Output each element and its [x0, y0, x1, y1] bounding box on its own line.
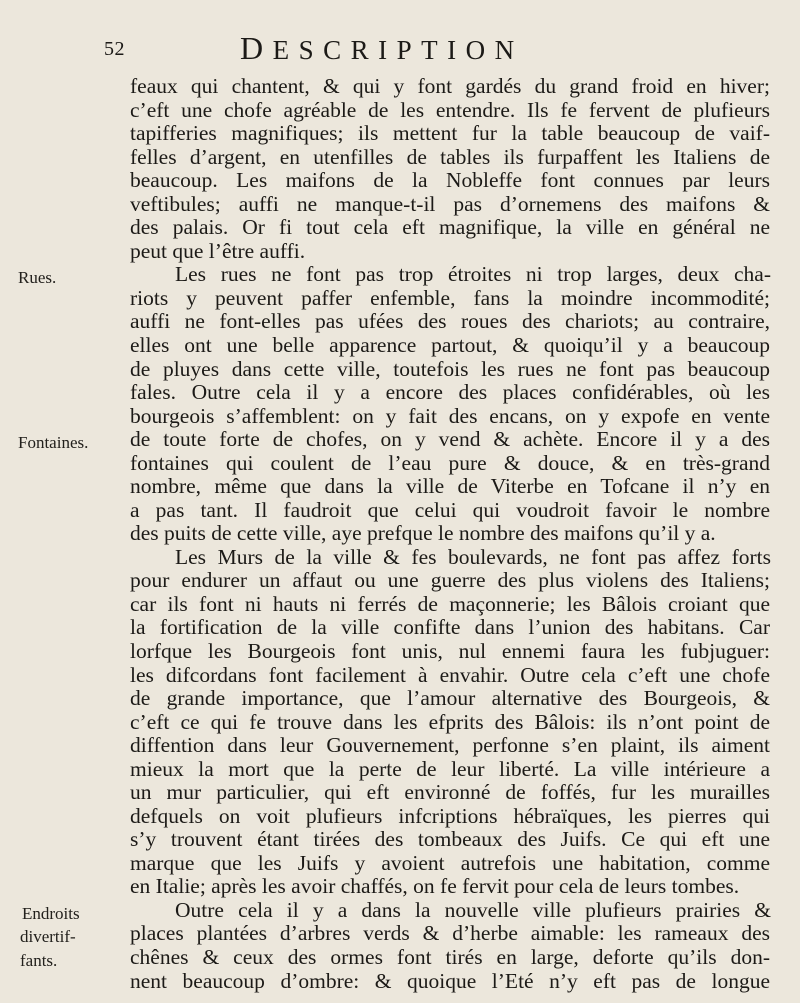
text-line: pour endurer un affaut ou une guerre des plus violens des Italiens; [130, 568, 770, 593]
text-line: la fortification de la ville confifte dans l’union des habitans. Car [130, 615, 770, 640]
text-line: feaux qui chantent, & qui y font gardés du grand froid en hiver; [130, 74, 770, 98]
text-line: c’eft ce qui fe trouve dans les efprits des Bâlois: ils n’ont point de [130, 709, 770, 734]
running-title-initial: D [240, 30, 273, 66]
text-line: s’y trouvent étant tirées des tombeaux des Juifs. Ce qui eft une [130, 827, 770, 852]
text-line: peut que l’être auffi. [130, 238, 306, 263]
text-line: c’eft une chofe agréable de les entendre. Ils fe fervent de plufieurs [130, 97, 770, 122]
text-line: defquels on voit plufieurs infcriptions hébraïques, les pierres qui [130, 803, 770, 828]
text-line: des palais. Or fi tout cela eft magnifique, la ville en général ne [130, 215, 770, 240]
text-line: fontaines qui coulent de l’eau pure & douce, & en très-grand [130, 450, 770, 475]
text-line: nombre, même que dans la ville de Viterbe en Tofcane il n’y en [130, 474, 770, 499]
text-line: marque que les Juifs y avoient autrefois une habitation, comme [130, 850, 770, 875]
text-line: car ils font ni hauts ni ferrés de maçonnerie; les Bâlois croiant que [130, 591, 770, 616]
text-line: tapifferies magnifiques; ils mettent fur la table beaucoup de vaif- [130, 121, 770, 146]
text-line: places plantées d’arbres verds & d’herbe aimable: les rameaux des [130, 921, 770, 946]
text-line: diffention dans leur Gouvernement, perfonne s’en plaint, ils aiment [130, 733, 770, 758]
text-line: Outre cela il y a dans la nouvelle ville plufieurs prairies & [175, 897, 771, 922]
margin-note-endroits-line1: Endroits [22, 903, 80, 923]
running-title-rest: ESCRIPTION [272, 35, 524, 65]
text-line: riots y peuvent paffer enfemble, fans la moindre incommodité; [130, 285, 770, 310]
text-line: Les rues ne font pas trop étroites ni trop larges, deux cha- [175, 262, 771, 287]
text-line: felles d’argent, en utenfilles de tables ils furpaffent les Italiens de [130, 144, 770, 169]
text-line: des puits de cette ville, aye prefque le nombre des maifons qu’il y a. [130, 521, 716, 546]
text-line: Les Murs de la ville & fes boulevards, ne font pas affez forts [175, 544, 771, 569]
margin-note-rues: Rues. [18, 268, 57, 288]
text-line: un mur particulier, qui eft environné de foffés, fur les murailles [130, 780, 770, 805]
text-line: chênes & ceux des ormes font tirés en large, deforte qu’ils don- [130, 944, 770, 969]
margin-note-endroits-line3: fants. [20, 950, 58, 970]
margin-note-endroits-line2: divertif- [20, 927, 76, 947]
text-line: de grande importance, que l’amour alternative des Bourgeois, & [130, 686, 770, 710]
text-line: de toute forte de chofes, on y vend & achète. Encore il y a des [130, 427, 770, 452]
text-line: beaucoup. Les maifons de la Nobleffe font connues par leurs [130, 168, 770, 193]
text-line: mieux la mort que la perte de leur liberté. La ville intérieure a [130, 756, 770, 781]
page-number: 52 [104, 38, 125, 60]
text-line: les difcordans font facilement à envahir. Outre cela c’eft une chofe [130, 662, 770, 687]
text-line: veftibules; auffi ne manque-t-il pas d’ornemens des maifons & [130, 191, 770, 216]
margin-note-fontaines: Fontaines. [18, 433, 89, 453]
text-line: a pas tant. Il faudroit que celui qui voudroit favoir le nombre [130, 497, 770, 522]
text-line: auffi ne font-elles pas ufées des roues des chariots; au contraire, [130, 309, 770, 334]
text-line: bourgeois s’affemblent: on y fait des encans, on y expofe en vente [130, 403, 770, 428]
text-line: elles ont une belle apparence partout, & quoiqu’il y a beaucoup [130, 332, 770, 357]
text-line: de pluyes dans cette ville, toutefois les rues ne font pas beaucoup [130, 356, 770, 381]
text-line: en Italie; après les avoir chaffés, on fe fervit pour cela de leurs tombes. [130, 874, 740, 899]
text-line: fales. Outre cela il y a encore des places confidérables, où les [130, 380, 770, 404]
text-line: nent beaucoup d’ombre: & quoique l’Eté n’y eft pas de longue [130, 968, 770, 993]
text-line: lorfque les Bourgeois font unis, nul ennemi faura les fubjuguer: [130, 638, 770, 663]
